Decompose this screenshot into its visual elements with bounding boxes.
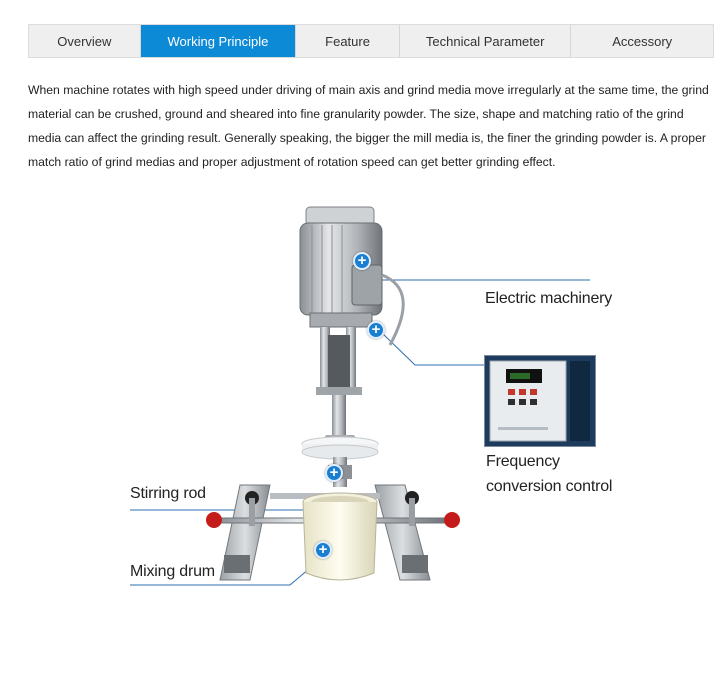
- tab-working-principle[interactable]: Working Principle: [141, 25, 297, 57]
- hotspot-plus-icon-drum[interactable]: +: [314, 541, 332, 559]
- tab-bar: [28, 24, 714, 58]
- label-stirring-rod: Stirring rod: [130, 485, 206, 502]
- machine-diagram: [120, 195, 620, 595]
- label-mixing-drum: Mixing drum: [130, 563, 215, 580]
- hotspot-plus-icon-motor[interactable]: +: [353, 252, 371, 270]
- label-electric-machinery: Electric machinery: [485, 290, 613, 307]
- hotspot-plus-icon-frequency[interactable]: +: [367, 321, 385, 339]
- hotspot-plus-icon-stirring[interactable]: +: [325, 464, 343, 482]
- working-principle-description: When machine rotates with high speed under driving of main axis and grind media move irregularly at the same time, the grind material can be crushed, ground and sheared into fine granularity powder. The size, shape and matching ratio of the grind media can affect the grinding result. Generally speaking, the bigger the mill media is, the finer the grinding powder is. A proper match ratio of grind medias and proper adjustment of rotation speed can get better grinding effect.: [28, 83, 709, 169]
- tab-accessory[interactable]: Accessory: [612, 33, 673, 49]
- frequency-controller-photo: [484, 355, 596, 447]
- tab-technical-parameter[interactable]: Technical Parameter: [400, 25, 572, 57]
- label-frequency-line2: conversion control: [486, 478, 613, 495]
- tab-feature[interactable]: Feature: [296, 25, 400, 57]
- tab-overview[interactable]: Overview: [29, 25, 141, 57]
- label-frequency-line1: Frequency: [486, 453, 560, 470]
